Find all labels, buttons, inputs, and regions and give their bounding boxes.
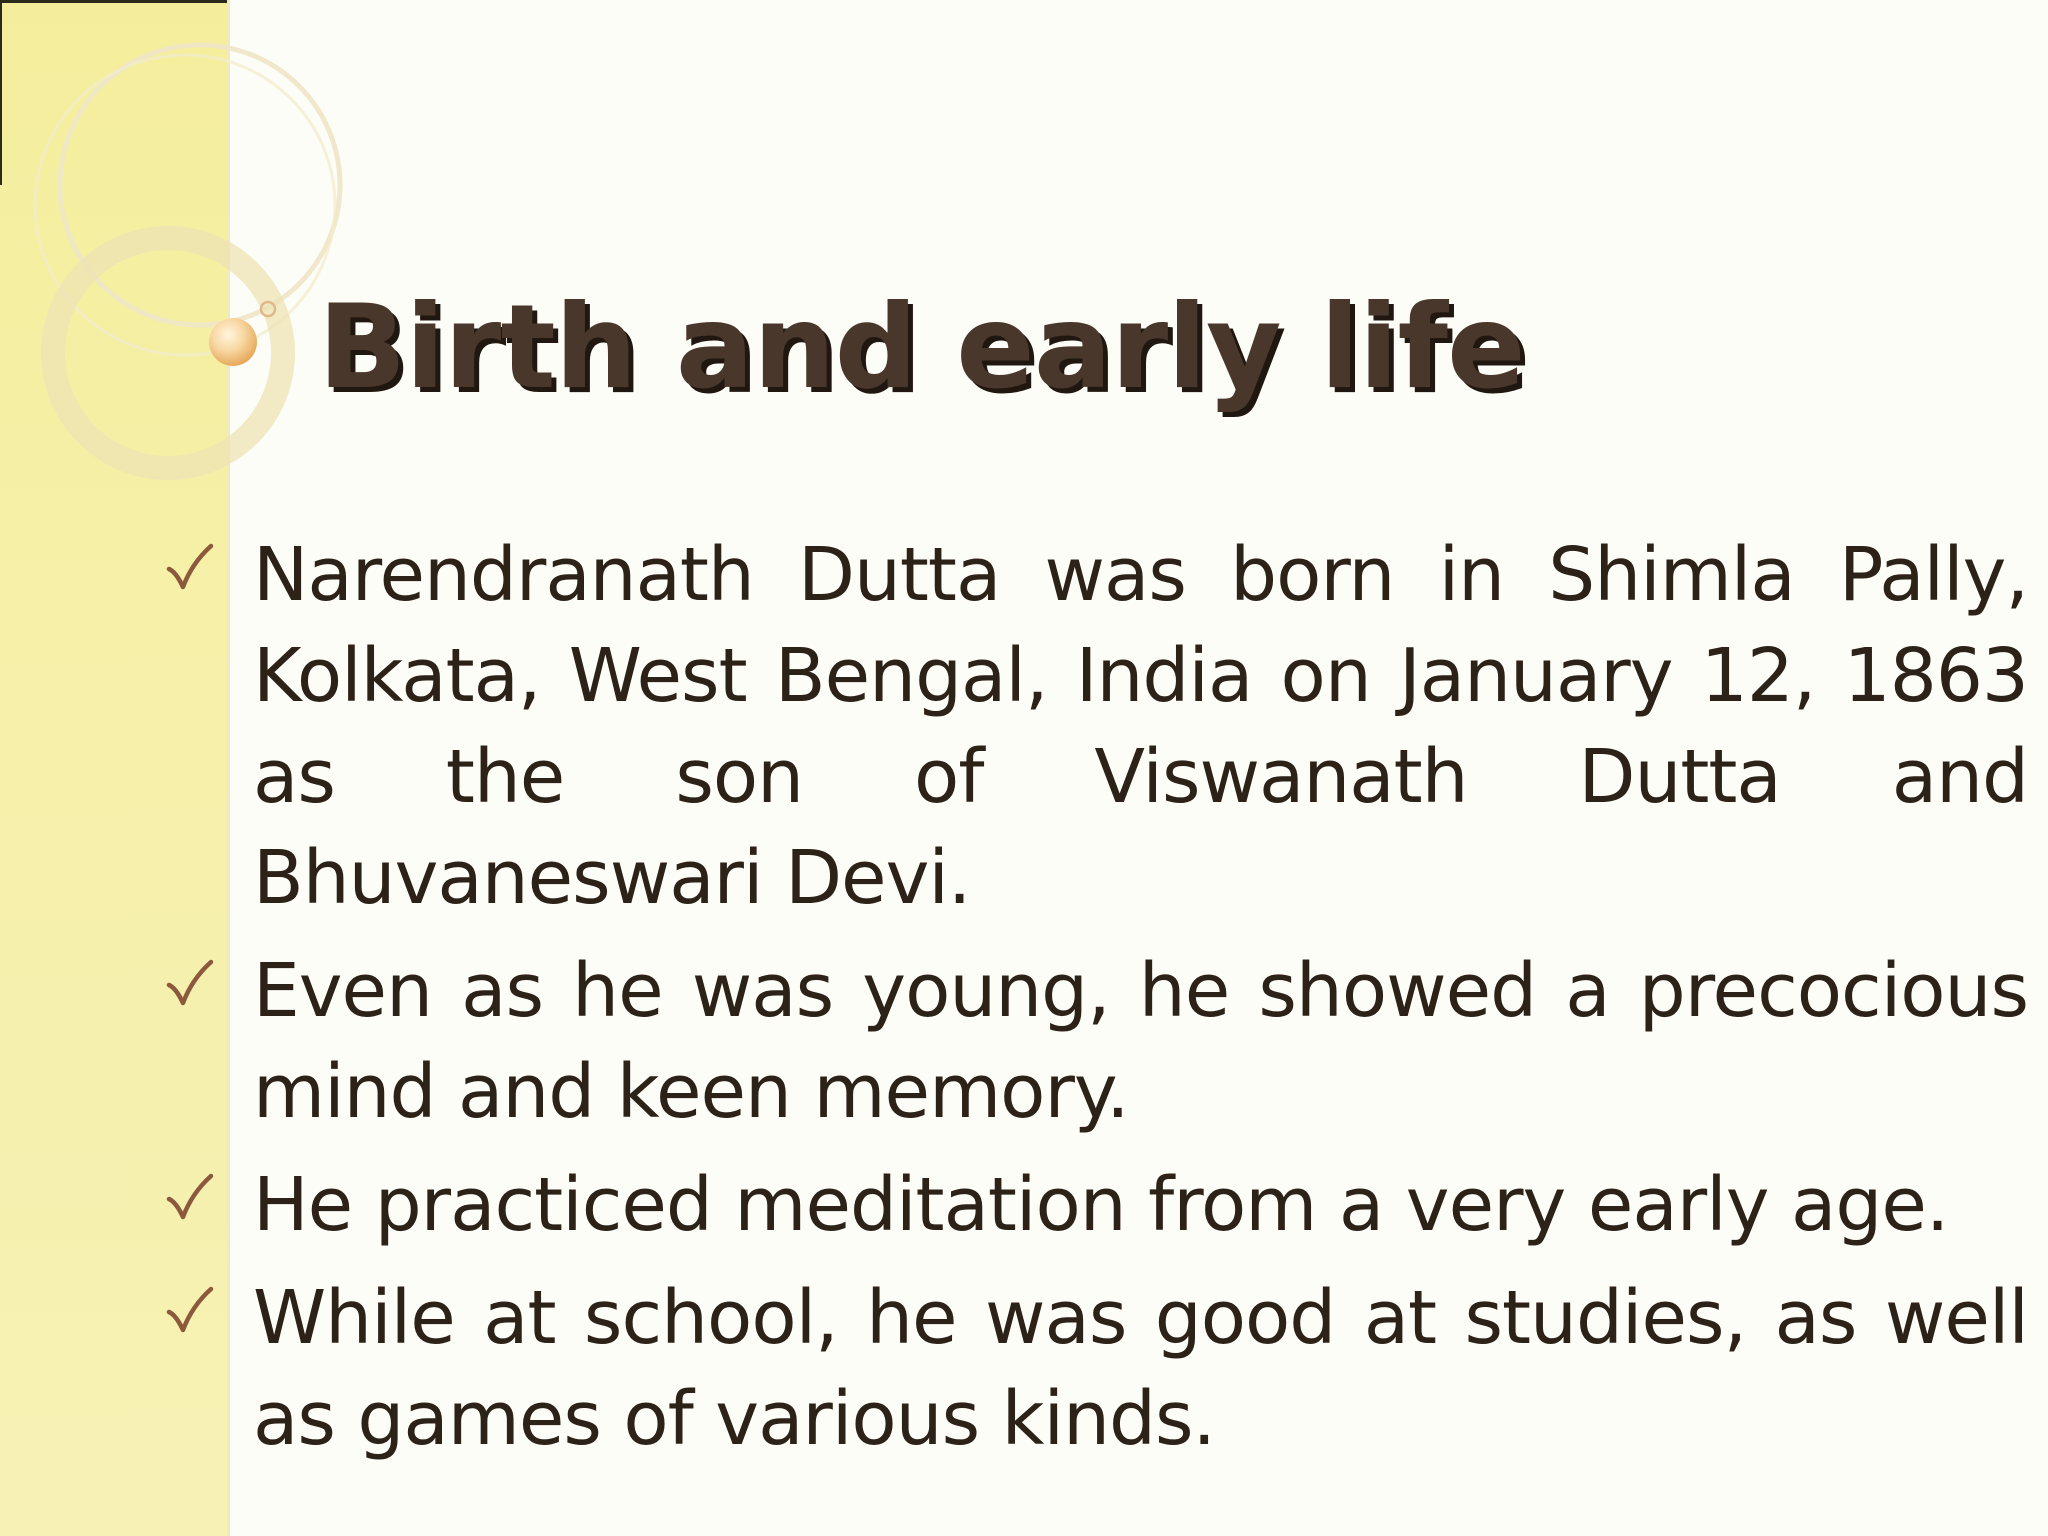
- circle-ring-icon: [60, 45, 340, 325]
- bullet-list: [160, 525, 2028, 1482]
- bullet-text: Narendranath Dutta was born in Shimla Pally, Kolkata, West Bengal, India on January 12, 1863 as the son of Viswanath Dutta and Bhuvaneswari Devi.: [253, 532, 2028, 921]
- bullet-item: [160, 941, 2028, 1143]
- checkmark-icon: [166, 957, 214, 1009]
- checkmark-icon: [166, 1284, 214, 1336]
- bullet-item: [160, 525, 2028, 929]
- checkmark-icon: [166, 1171, 214, 1223]
- bullet-item: [160, 1268, 2028, 1470]
- bullet-text: While at school, he was good at studies, as well as games of various kinds.: [253, 1275, 2028, 1462]
- bullet-text: Even as he was young, he showed a precocious mind and keen memory.: [253, 948, 2028, 1135]
- bullet-item: [160, 1155, 2028, 1256]
- orb-icon: [209, 318, 257, 366]
- slide-title: Birth and early life: [318, 280, 1525, 415]
- checkmark-icon: [166, 541, 214, 593]
- circle-ring-icon: [35, 55, 335, 355]
- bullet-text: He practiced meditation from a very early age.: [253, 1162, 1949, 1248]
